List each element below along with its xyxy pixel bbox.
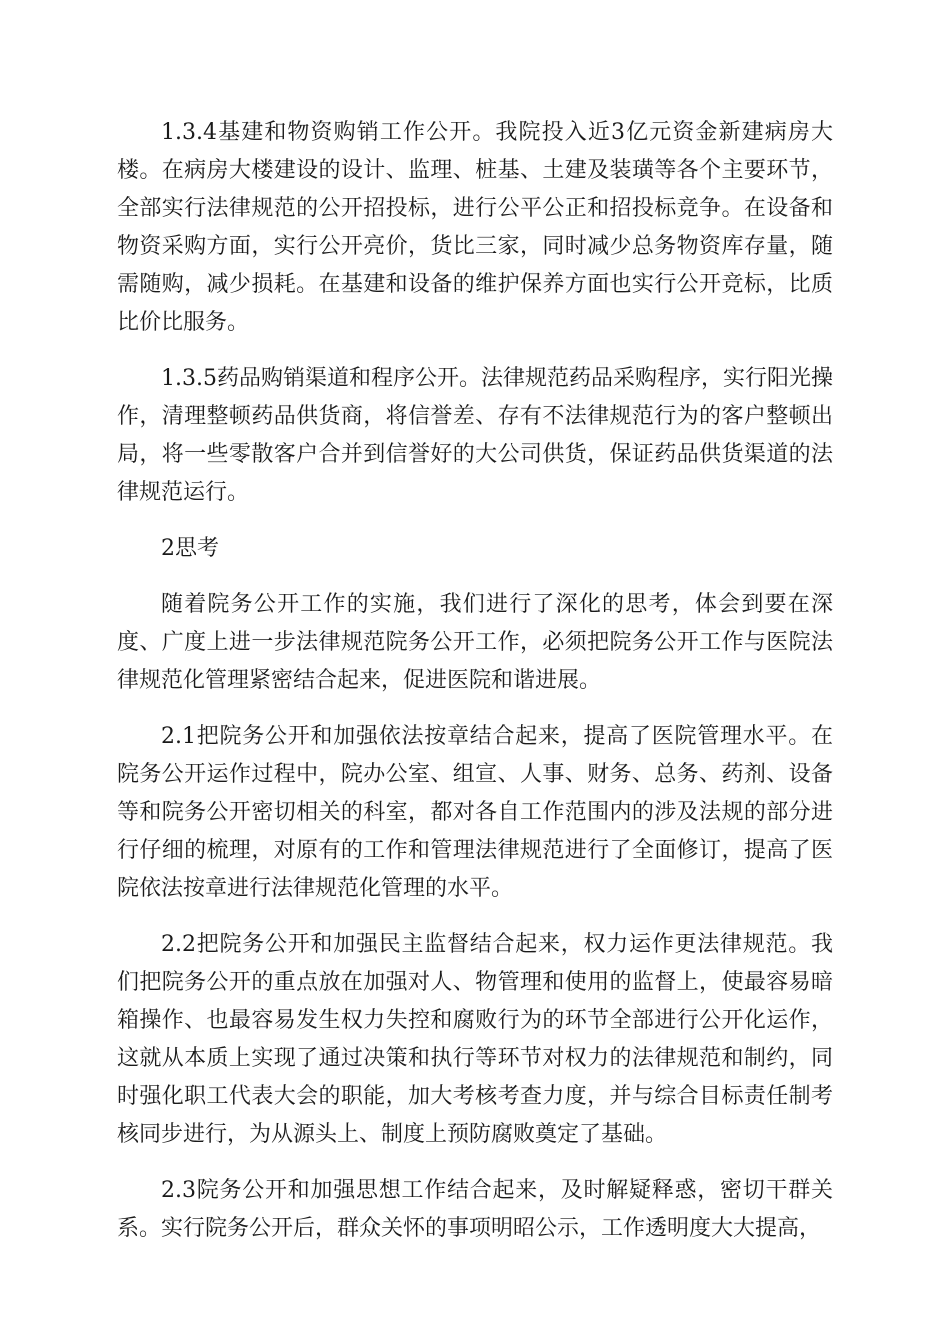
paragraph-2-1: 2.1把院务公开和加强依法按章结合起来，提高了医院管理水平。在院务公开运作过程中，院办公室、组宣、人事、财务、总务、药剂、设备等和院务公开密切相关的科室，都对各自工作范围内的涉及法规的部分进行仔细的梳理，对原有的工作和管理法律规范进行了全面修订，提高了医院依法按章进行法律规范化管理的水平。 — [117, 724, 833, 901]
paragraph-1-3-4: 1.3.4基建和物资购销工作公开。我院投入近3亿元资金新建病房大楼。在病房大楼建设的设计、监理、桩基、土建及装璜等各个主要环节，全部实行法律规范的公开招投标，进行公平公正和招投标竞争。在设备和物资采购方面，实行公开亮价，货比三家，同时减少总务物资库存量，随需随购，减少损耗。在基建和设备的维护保养方面也实行公开竞标，比质比价比服务。 — [117, 120, 833, 335]
paragraph-2-2: 2.2把院务公开和加强民主监督结合起来，权力运作更法律规范。我们把院务公开的重点放在加强对人、物管理和使用的监督上，使最容易暗箱操作、也最容易发生权力失控和腐败行为的环节全部进行公开化运作，这就从本质上实现了通过决策和执行等环节对权力的法律规范和制约，同时强化职工代表大会的职能，加大考核考查力度，并与综合目标责任制考核同步进行，为从源头上、制度上预防腐败奠定了基础。 — [117, 932, 833, 1147]
paragraph-2-intro: 随着院务公开工作的实施，我们进行了深化的思考，体会到要在深度、广度上进一步法律规范院务公开工作，必须把院务公开工作与医院法律规范化管理紧密结合起来，促进医院和谐进展。 — [117, 592, 833, 693]
paragraph-2-3: 2.3院务公开和加强思想工作结合起来，及时解疑释惑，密切干群关系。实行院务公开后，群众关怀的事项明昭公示，工作透明度大大提高， — [117, 1178, 833, 1241]
paragraph-1-3-5: 1.3.5药品购销渠道和程序公开。法律规范药品采购程序，实行阳光操作，清理整顿药品供货商，将信誉差、存有不法律规范行为的客户整顿出局，将一些零散客户合并到信誉好的大公司供货，保证药品供货渠道的法律规范运行。 — [117, 366, 833, 505]
section-heading-2: 2思考 — [161, 536, 219, 561]
document-body — [117, 114, 833, 1266]
